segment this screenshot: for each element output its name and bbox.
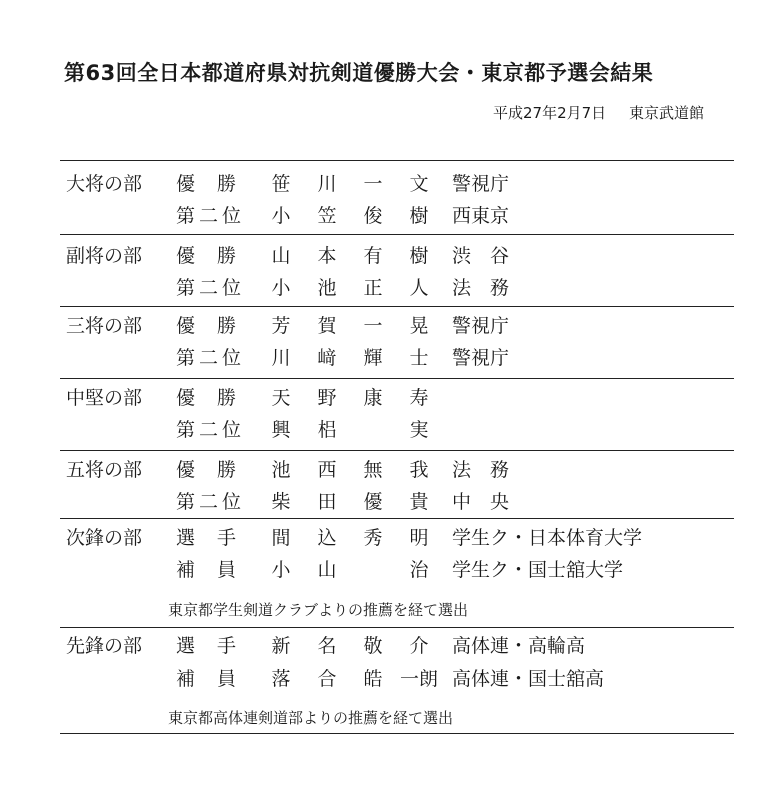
name-char: 我	[409, 459, 429, 481]
name-char: 寿	[409, 387, 429, 409]
competitor-name	[258, 555, 442, 585]
name-char: 本	[317, 245, 337, 267]
name-char: 明	[409, 527, 429, 549]
name-char: 康	[363, 387, 383, 409]
affiliation: 警視庁	[452, 173, 510, 195]
name-char: 川	[271, 347, 291, 369]
name-char: 晃	[409, 315, 429, 337]
name-char: 芳	[271, 315, 291, 337]
name-char: 山	[317, 559, 337, 581]
name-char: 小	[271, 205, 291, 227]
competitor-name	[258, 273, 442, 303]
divider-line	[60, 306, 734, 307]
name-char: 文	[409, 173, 429, 195]
name-char: 実	[409, 419, 429, 441]
divider-line	[60, 627, 734, 628]
rank-label: 優勝	[176, 387, 259, 409]
competitor-name	[258, 523, 442, 553]
rank-label: 選手	[176, 635, 259, 657]
divider-line	[60, 518, 734, 519]
affiliation: 法務	[452, 459, 529, 481]
name-char: 合	[317, 668, 337, 690]
name-char: 皓	[363, 668, 383, 690]
affiliation: 西東京	[452, 205, 510, 227]
name-char: 樹	[409, 205, 429, 227]
rank-label: 第二位	[176, 491, 246, 513]
rank-label: 選手	[176, 527, 259, 549]
name-char: 介	[409, 635, 429, 657]
event-info	[493, 102, 704, 123]
selection-note: 東京都学生剣道クラブよりの推薦を経て選出	[168, 601, 469, 619]
name-char: 有	[363, 245, 383, 267]
rank-label: 優勝	[176, 245, 259, 267]
rank-label: 第二位	[176, 277, 246, 299]
rank-label: 第二位	[176, 419, 246, 441]
name-char: 敬	[363, 635, 383, 657]
name-char: 人	[409, 277, 429, 299]
division-label: 次鋒の部	[66, 527, 143, 549]
division-label: 三将の部	[66, 315, 143, 337]
name-char: 梠	[317, 419, 337, 441]
name-char: 輝	[363, 347, 383, 369]
name-char: 俊	[363, 205, 383, 227]
name-char: 山	[271, 245, 291, 267]
competitor-name	[258, 631, 442, 661]
divider-line	[60, 160, 734, 161]
name-char: 西	[317, 459, 337, 481]
name-char: 興	[271, 419, 291, 441]
division-label: 五将の部	[66, 459, 143, 481]
affiliation: 高体連・国士舘高	[452, 668, 605, 690]
name-char: 一	[363, 315, 383, 337]
name-char: 正	[363, 277, 383, 299]
competitor-name	[258, 201, 442, 231]
competitor-name	[258, 487, 442, 517]
name-char: 秀	[363, 527, 383, 549]
divider-line	[60, 733, 734, 734]
name-char: 笹	[271, 173, 291, 195]
division-label: 大将の部	[66, 173, 143, 195]
selection-note: 東京都高体連剣道部よりの推薦を経て選出	[168, 709, 454, 727]
name-char: 貴	[409, 491, 429, 513]
affiliation: 学生ク・国士舘大学	[452, 559, 624, 581]
competitor-name	[258, 343, 442, 373]
name-char: 笠	[317, 205, 337, 227]
affiliation: 学生ク・日本体育大学	[452, 527, 643, 549]
rank-label: 優勝	[176, 173, 259, 195]
affiliation: 高体連・高輪高	[452, 635, 586, 657]
competitor-name	[258, 241, 442, 271]
competitor-name	[258, 169, 442, 199]
name-char: 田	[317, 491, 337, 513]
name-char: 天	[271, 387, 291, 409]
name-char: 池	[317, 277, 337, 299]
event-venue: 東京武道館	[628, 104, 704, 122]
division-label: 副将の部	[66, 245, 143, 267]
division-label: 中堅の部	[66, 387, 143, 409]
rank-label: 第二位	[176, 205, 246, 227]
divider-line	[60, 378, 734, 379]
rank-label: 優勝	[176, 459, 259, 481]
division-label: 先鋒の部	[66, 635, 143, 657]
name-char: 野	[317, 387, 337, 409]
divider-line	[60, 234, 734, 235]
name-char: 落	[271, 668, 291, 690]
name-char: 賀	[317, 315, 337, 337]
name-char: 川	[317, 173, 337, 195]
competitor-name	[258, 455, 442, 485]
name-char: 小	[271, 559, 291, 581]
name-char: 込	[317, 527, 337, 549]
competitor-name	[258, 311, 442, 341]
rank-label: 補員	[176, 668, 259, 690]
name-char: 池	[271, 459, 291, 481]
affiliation: 警視庁	[452, 315, 510, 337]
divider-line	[60, 450, 734, 451]
name-char: 無	[363, 459, 383, 481]
name-char: 一朗	[399, 668, 438, 690]
competitor-name	[258, 383, 442, 413]
event-date: 平成27年2月7日	[493, 104, 607, 122]
name-char: 優	[363, 491, 383, 513]
name-char: 樹	[409, 245, 429, 267]
name-char: 小	[271, 277, 291, 299]
rank-label: 補員	[176, 559, 259, 581]
affiliation: 中央	[452, 491, 529, 513]
name-char: 柴	[271, 491, 291, 513]
name-char: 名	[317, 635, 337, 657]
name-char: 間	[271, 527, 291, 549]
affiliation: 警視庁	[452, 347, 510, 369]
competitor-name	[258, 415, 442, 445]
rank-label: 優勝	[176, 315, 259, 337]
affiliation: 法務	[452, 277, 529, 299]
name-char: 新	[271, 635, 291, 657]
name-char: 治	[409, 559, 429, 581]
page-title: 第63回全日本都道府県対抗剣道優勝大会・東京都予選会結果	[64, 61, 654, 85]
rank-label: 第二位	[176, 347, 246, 369]
name-char: 士	[409, 347, 429, 369]
affiliation: 渋谷	[452, 245, 529, 267]
competitor-name	[258, 664, 442, 694]
name-char: 﨑	[317, 347, 337, 369]
name-char: 一	[363, 173, 383, 195]
